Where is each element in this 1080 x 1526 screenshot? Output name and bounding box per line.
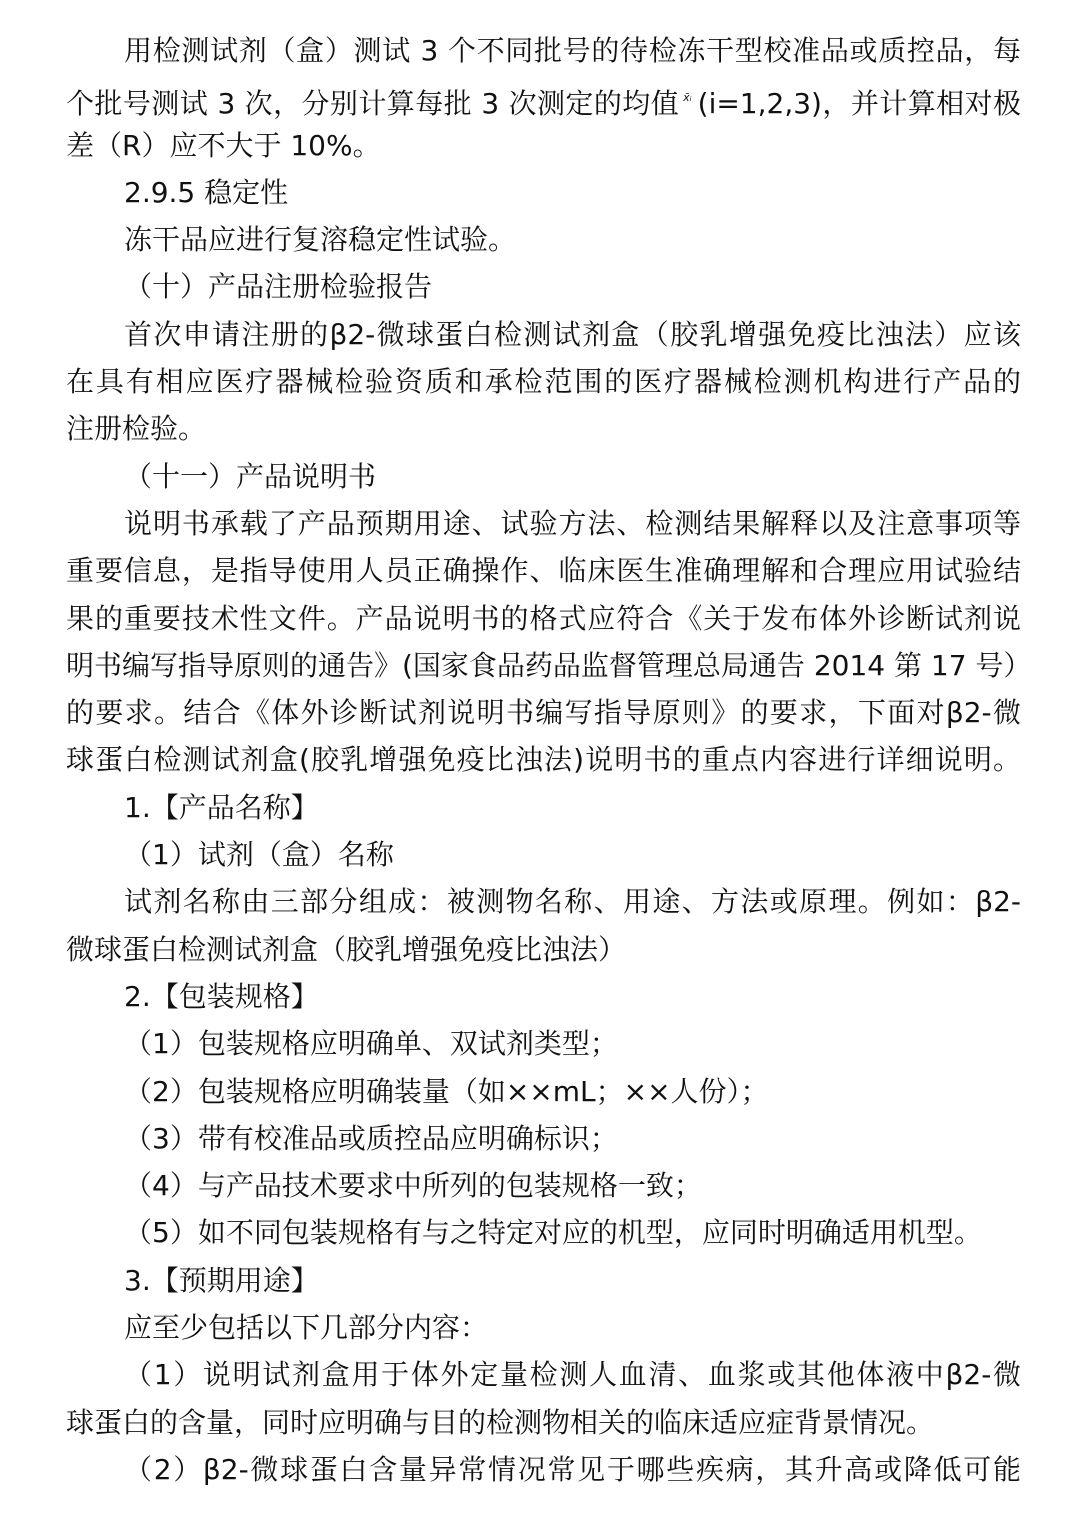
paragraph-line-14: 明书编写指导原则的通告》(国家食品药品监督管理总局通告 2014 第 17 号）: [66, 648, 1032, 682]
list-item: （1）说明试剂盒用于体外定量检测人血清、血浆或其他体液中β2-微: [124, 1358, 1021, 1392]
paragraph-line-28: 应至少包括以下几部分内容：: [124, 1311, 489, 1345]
paragraph-line-16: 球蛋白检测试剂盒(胶乳增强免疫比浊法)说明书的重点内容进行详细说明。: [66, 743, 1021, 777]
list-item: （2）包装规格应明确装量（如××mL；××人份）；: [124, 1074, 769, 1108]
paragraph-line-15: 的要求。结合《体外诊断试剂说明书编写指导原则》的要求，下面对β2-微: [66, 696, 1021, 730]
section-heading-2-9-5: 2.9.5 稳定性: [124, 175, 289, 209]
paragraph-line-1: 用检测试剂（盒）测试 3 个不同批号的待检冻干型校准品或质控品，每: [124, 34, 1021, 67]
section-heading-10: （十）产品注册检验报告: [124, 270, 433, 304]
list-item: （5）如不同包装规格有与之特定对应的机型，应同时明确适用机型。: [124, 1216, 982, 1250]
list-item: （2）β2-微球蛋白含量异常情况常见于哪些疾病，其升高或降低可能: [124, 1452, 1021, 1486]
paragraph-line-19: 试剂名称由三部分组成：被测物名称、用途、方法或原理。例如：β2-: [124, 885, 1021, 919]
paragraph-line-3: 差（R）应不大于 10%。: [66, 128, 381, 162]
list-item: （3）带有校准品或质控品应明确标识；: [124, 1121, 618, 1155]
paragraph-line-12: 重要信息，是指导使用人员正确操作、临床医生准确理解和合理应用试验结: [66, 554, 1021, 588]
paragraph-line-8: 在具有相应医疗器械检验资质和承检范围的医疗器械检测机构进行产品的: [66, 365, 1021, 399]
mean-xi-symbol: x̄ᵢ: [683, 91, 692, 105]
paragraph-line-9: 注册检验。: [66, 412, 207, 446]
text-run: 个批号测试 3 次，分别计算每批 3 次测定的均值: [66, 87, 680, 121]
paragraph-line-30: 球蛋白的含量，同时应明确与目的检测物相关的临床适应症背景情况。: [66, 1405, 935, 1439]
document-page: [66, 27, 1032, 1493]
subheading-intended-use: 3.【预期用途】: [124, 1263, 319, 1297]
paragraph-line-11: 说明书承载了产品预期用途、试验方法、检测结果解释以及注意事项等: [124, 506, 1021, 540]
text-run: (i=1,2,3)，并计算相对极: [697, 87, 1021, 121]
paragraph-line-13: 果的重要技术性文件。产品说明书的格式应符合《关于发布体外诊断试剂说: [66, 601, 1021, 635]
paragraph-line-2: [66, 74, 1021, 121]
paragraph-line-5: 冻干品应进行复溶稳定性试验。: [124, 223, 517, 257]
subheading-package-spec: 2.【包装规格】: [124, 979, 319, 1013]
paragraph-line-7: 首次申请注册的β2-微球蛋白检测试剂盒（胶乳增强免疫比浊法）应该: [124, 317, 1021, 351]
subheading-product-name: 1.【产品名称】: [124, 790, 319, 824]
list-item: （1）试剂（盒）名称: [124, 838, 394, 872]
list-item: （4）与产品技术要求中所列的包装规格一致；: [124, 1169, 702, 1203]
section-heading-11: （十一）产品说明书: [124, 459, 377, 493]
paragraph-line-20: 微球蛋白检测试剂盒（胶乳增强免疫比浊法）: [66, 932, 627, 966]
list-item: （1）包装规格应明确单、双试剂类型；: [124, 1027, 618, 1061]
